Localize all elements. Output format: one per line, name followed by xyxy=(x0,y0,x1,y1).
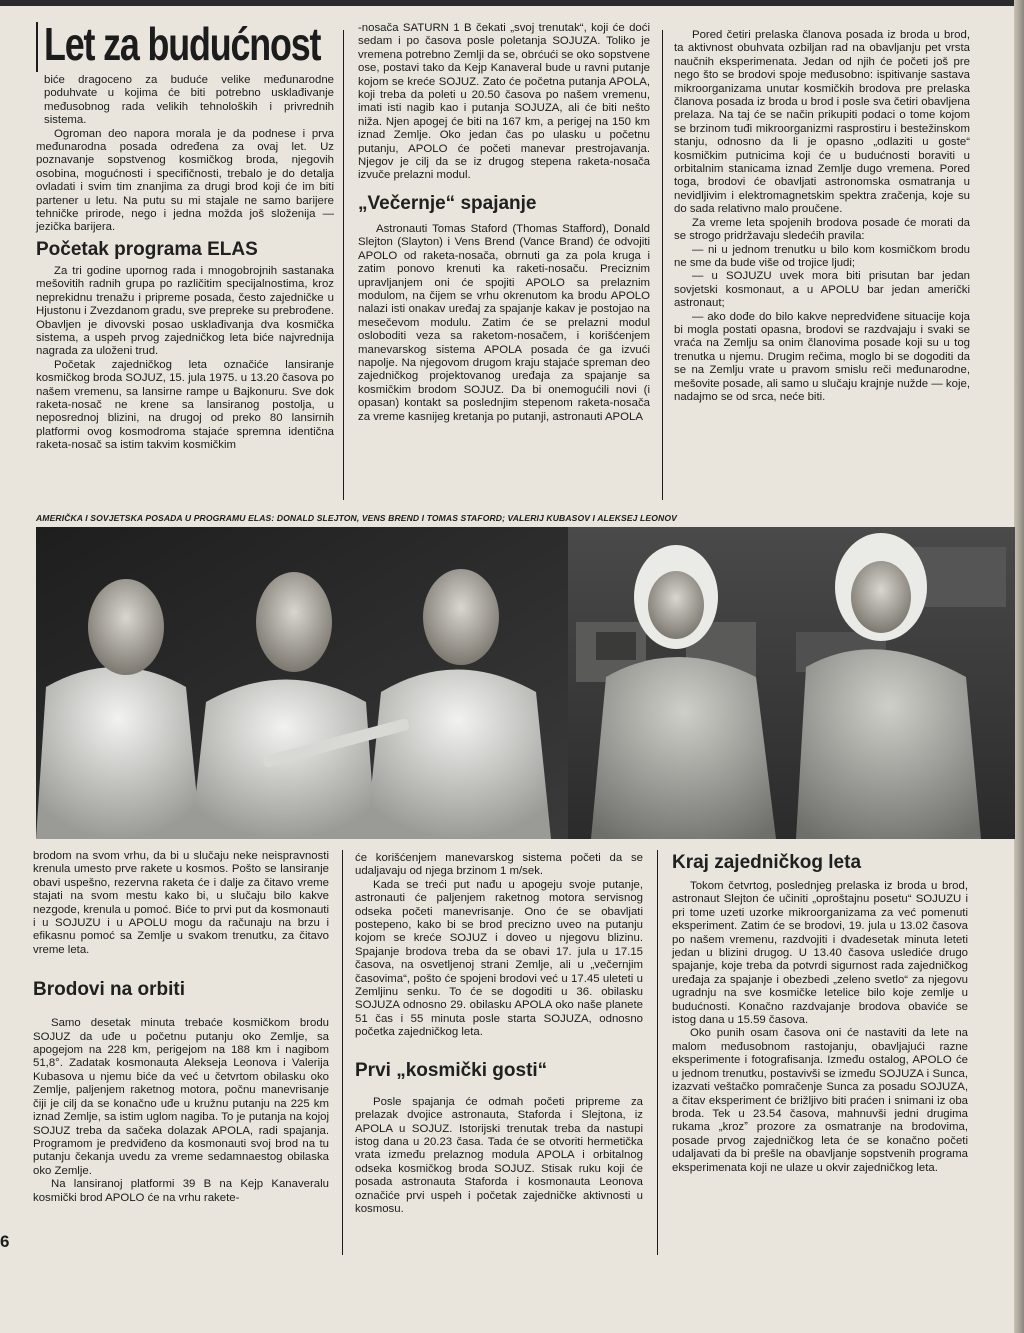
paragraph: Posle spajanja će odmah početi pripreme za prelazak dvojice astronauta, Staforda i Slejtona, iz APOLA u SOJUZ. Istorijski trenutak treba da nastupi istog dana u 20.23 časa. Tada će se otvoriti hermetička vrata između prelaznog modula APOLA i orbitalnog odseka kosmičkog broda SOJUZ. Stisak ruku koji će posada astronauta Staforda i kosmonauta Leonova označiće prvi uspeh i početak zajedničke aktivnosti u kosmosu. xyxy=(355,1095,643,1215)
article-title: Let za budućnost xyxy=(44,18,321,70)
title-accent-bar xyxy=(36,22,38,72)
column-divider xyxy=(342,850,343,1255)
paragraph: -nosača SATURN 1 B čekati „svoj trenutak“, koji će doći sedam i po časova posle poletanja SOJUZA. Toliko je vremena potrebno Zemlji da se, obrćući se oko sopstvene ose, postavi tako da Kejp Kanaveral bude u ravni putanje kojom se kreće SOJUZ. Zato će početna putanja APOLA, koji treba da poleti u 20.50 časova po našem vremenu, imati isti nagib kao i putanja SOJUZA, ali će biti nešto niža. Njen apogej će biti na 167 km, a perigej na 150 km iznad Zemlje. Oko jedan čas po ulasku u početnu putanju, APOLO će početi manevar prestrojavanja. Njegov je cilj da se iz drugog stepena raketa-nosača izvuče prelazni modul. xyxy=(358,22,650,182)
column-divider xyxy=(662,30,663,500)
page-number: 6 xyxy=(0,1232,10,1251)
paragraph: — ni u jednom trenutku u bilo kom kosmičkom brodu ne sme da bude više od trojice ljudi; xyxy=(674,243,970,269)
paragraph: brodom na svom vrhu, da bi u slučaju neke neispravnosti krenula umesto prve rakete u kosmos. Pošto se lansiranje obavi uspešno, rezervna raketa će i dalje za čitavo vreme stajati na svom mestu kako bi, u slučaju bilo kakve nezgode, krenula u pomoć. Biće to prvi put da kosmonauti i u SOJUZU i u APOLU mogu da računaju na brzu i efikasnu pomoć sa Zemlje u svakom trenutku, za čitavo vreme leta. xyxy=(33,850,329,956)
paragraph: Astronauti Tomas Staford (Thomas Stafford), Donald Slejton (Slayton) i Vens Brend (Vance Brand) će odvojiti APOLO od raketa-nosača, obrnuti ga za pola kruga i zatim ponovo krenuti ka raketi-nosaču. Preciznim upravljanjem oni će spojiti APOLO sa prelaznim modulom, na čijem se vrhu okrenutom ka brodu APOLO nalazi isti onakav uređaj za spajanje kakav je postojao na mesečevom modulu. Zatim će se prelazni modul osloboditi veza sa raketom-nosačem, i korišćenjem manevarskog sistema APOLA posada će ga izvući napolje. Na njegovom drugom kraju stajaće spreman deo zajedničkog projektovanog uređaja za spajanje sa kosmičkim brodom SOJUZ. Da bi onemogućili novi (i opasan) kontakt sa poslednjim stepenom raketa-nosača za vreme kasnijeg kretanja po putanji, astronauti APOLA xyxy=(358,222,650,423)
paragraph: će korišćenjem manevarskog sistema početi da se udaljavaju od njega brzinom 1 m/sek. xyxy=(355,852,643,878)
photo-caption: AMERIČKA I SOVJETSKA POSADA U PROGRAMU ELAS: DONALD SLEJTON, VENS BREND I TOMAS STAFORD; VALERIJ KUBASOV I ALEKSEJ LEONOV xyxy=(36,513,677,523)
page-right-edge xyxy=(1014,0,1024,1333)
paragraph: Oko punih osam časova oni će nastaviti da lete na malom međusobnom rastojanju, obavljajući razne eksperimente i fotografisanja. Između ostalog, APOLO će u jednom trenutku, postavivši se između SOJUZA i Sunca, izazvati veštačko pomračenje Sunca za posadu SOJUZA, a čitav eksperiment će brižljivo biti praćen i snimani iz oba broda. Tek u 23.54 časova, mahnuvši jedni drugima rukama „krozˮ prozore za osmatranje na brodovima, posade prvog zajedničkog leta će se konačno početi udaljavati da bi prešle na obavljanje sopstvenih programa eksperimenata koji ne ulaze u okvir zajedničkog leta. xyxy=(672,1027,968,1174)
column-top-left xyxy=(36,74,334,453)
paragraph: Samo desetak minuta trebaće kosmičkom brodu SOJUZ da uđe u početnu putanju oko Zemlje, sa apogejom na 228 km, perigejom na 188 km i nagibom 51,8°. Zadatak kosmonauta Alekseja Leonova i Valerija Kubasova u njemu biće da već u četvrtom obilasku oko Zemlje, paljenjem raketnog motora, počnu manevrisanje čiji je cilj da se konačno uđe u kružnu putanju na 225 km iznad Zemlje, sa istim uglom nagiba. To je putanja na kojoj SOJUZ treba da sačeka dolazak APOLA, radi spajanja. Programom je predviđeno da kosmonauti svoj brod na tu putanju čekanja uvedu za vreme sedamnaestog obilaska oko Zemlje. xyxy=(33,1017,329,1177)
paragraph: Tokom četvrtog, poslednjeg prelaska iz broda u brod, astronaut Slejton će učiniti „oproštajnu posetu“ SOJUZU i pri tome uzeti uzorke mikroorganizama za već pomenuti eksperiment. Zatim će se brodovi, 19. jula u 13.02 časova po našem vremenu, razdvojiti i dvadesetak minuta leteti jedan u blizini drugog. U 13.40 časova uslediće drugo spajanje, koje treba da potvrdi sigurnost rada zajedničkog uređaja za spajanje i obezbedi „zeleno svetlo“ za njegovu ugradnju na sve kosmičke letelice bilo koje zemlje u budućnosti. Konačno razdvajanje brodova obaviće se istog dana u 15.59 časova. xyxy=(672,880,968,1027)
section-heading-prvi: Prvi „kosmički gosti“ xyxy=(355,1059,548,1081)
paragraph: Ogroman deo napora morala je da podnese i prva međunarodna posada određena za ovaj let. Uz poznavanje sopstvenog kosmičkog broda, njegovih osobina, mogućnosti i specifičnosti, trebalo je do detalja ovladati i svim tim znanjima za drugi brod koji će im biti partener u letu. Na putu su mi stajale ne samo barijere tehničke prirode, nego i jedna možda još složenija — jezička barijera. xyxy=(36,127,334,234)
section-heading-vecernje: „Večernje“ spajanje xyxy=(358,192,537,214)
crew-photo xyxy=(36,527,1015,839)
section-heading-pocetak: Početak programa ELAS xyxy=(36,238,258,260)
paragraph: — u SOJUZU uvek mora biti prisutan bar jedan sovjetski kosmonaut, a u APOLU bar jedan američki astronaut; xyxy=(674,270,970,310)
section-heading-kraj: Kraj zajedničkog leta xyxy=(672,852,862,873)
column-bottom-right xyxy=(672,850,968,1175)
column-top-middle xyxy=(358,22,650,424)
paragraph: Na lansiranoj platformi 39 B na Kejp Kanaveralu kosmički brod APOLO će na vrhu rakete- xyxy=(33,1178,329,1204)
column-bottom-middle xyxy=(355,852,643,1216)
paragraph-intro: biće dragoceno za buduće velike međunarodne poduhvate u kojima će biti potrebno usklađivanje međusobnog rada velikih tehnoloških i privrednih sistema. xyxy=(44,74,334,127)
paragraph: Kada se treći put nađu u apogeju svoje putanje, astronauti će paljenjem raketnog motora servisnog odseka početi manevrisanje. Ono će se obavljati postepeno, kako bi se brod precizno uveo na putanju kojom se kreće SOJUZ i doveo u njegovu blizinu. Spajanje brodova treba da se obavi 17. jula u 17.15 časova, na osvetljenoj strani Zemlje, ali u „večernjim časovima“, pošto će spojeni brodovi već u 17.45 uleteti u Zemljinu senku. To će se dogoditi u 36. obilasku SOJUZA odnosno 29. obilasku APOLA oko naše planete 51 čas i 55 minuta posle starta SOJUZA, odnosno početka zajedničkog leta. xyxy=(355,878,643,1039)
column-top-right xyxy=(674,29,970,404)
page-top-edge xyxy=(0,0,1024,6)
section-heading-brodovi: Brodovi na orbiti xyxy=(33,979,185,1001)
column-bottom-left xyxy=(33,850,329,1205)
column-divider xyxy=(657,850,658,1255)
paragraph: Za tri godine upornog rada i mnogobrojnih sastanaka mešovitih radnih grupa po različitim specijalnostima, kroz neprekidnu trenažu i pripreme posada, često zajedničke u Hjustonu i Zvezdanom gradu, sve prepreke su prebrođene. Obavljen je divovski posao usklađivanja dva kosmička sistema, a uspeh prvog zajedničkog leta biće najvrednija nagrada za uloženi trud. xyxy=(36,264,334,358)
paragraph: Početak zajedničkog leta označiće lansiranje kosmičkog broda SOJUZ, 15. jula 1975. u 13.20 časova po našem vremenu, sa lansirne rampe u Bajkonuru. Sve dok raketa-nosač ne krene sa lansiranog postolja, u neposrednoj blizini, na drugoj od preko 80 lansirnih platformi ovog kosmodroma stajaće spremna identična raketa-nosač sa istim takvim kosmičkim xyxy=(36,358,334,452)
paragraph: — ako dođe do bilo kakve nepredviđene situacije koja bi mogla postati opasna, brodovi se razdvajaju i svaki se vraća na Zemlju sa onim članovima posade koji su u tog trenutka u njemu. Drugim rečima, moglo bi se dogoditi da se na Zemlju vrate u pravom smislu reči međunarodne, mešovite posade, ali samo u slučaju krajnje nužde — koje, nadajmo se od srca, neće biti. xyxy=(674,310,970,403)
paragraph: Pored četiri prelaska članova posada iz broda u brod, ta aktivnost obuhvata ozbiljan rad na obavljanju pet vrsta naučnih eksperimenata. Jedan od njih će početi još pre nego što se brodovi spoje međusobno: ispitivanje sastava mikroorganizama unutar kosmičkih brodova pre prelaska članova posada iz broda u brod i posle sva četiri obavljena prelaza. Na taj će se način prikupiti podaci o tome kojom se brzinom tuđi mikroorganizmi rasprostiru i bestežinskom stanju, odnosno da li je opasno „odlaziti u goste“ kosmičkim putnicima koji će u budućnosti boraviti u orbitalnim stanicama iznad Zemlje dugo vremena. Pored toga, brodovi će obavljati astronomska osmatranja u nevidljivim i elektromagnetskim spektra zračenja, koje su do sada relativno malo proučene. xyxy=(674,29,970,216)
paragraph: Za vreme leta spojenih brodova posade će morati da se strogo pridržavaju sledećih pravila: xyxy=(674,216,970,243)
column-divider xyxy=(343,30,344,500)
